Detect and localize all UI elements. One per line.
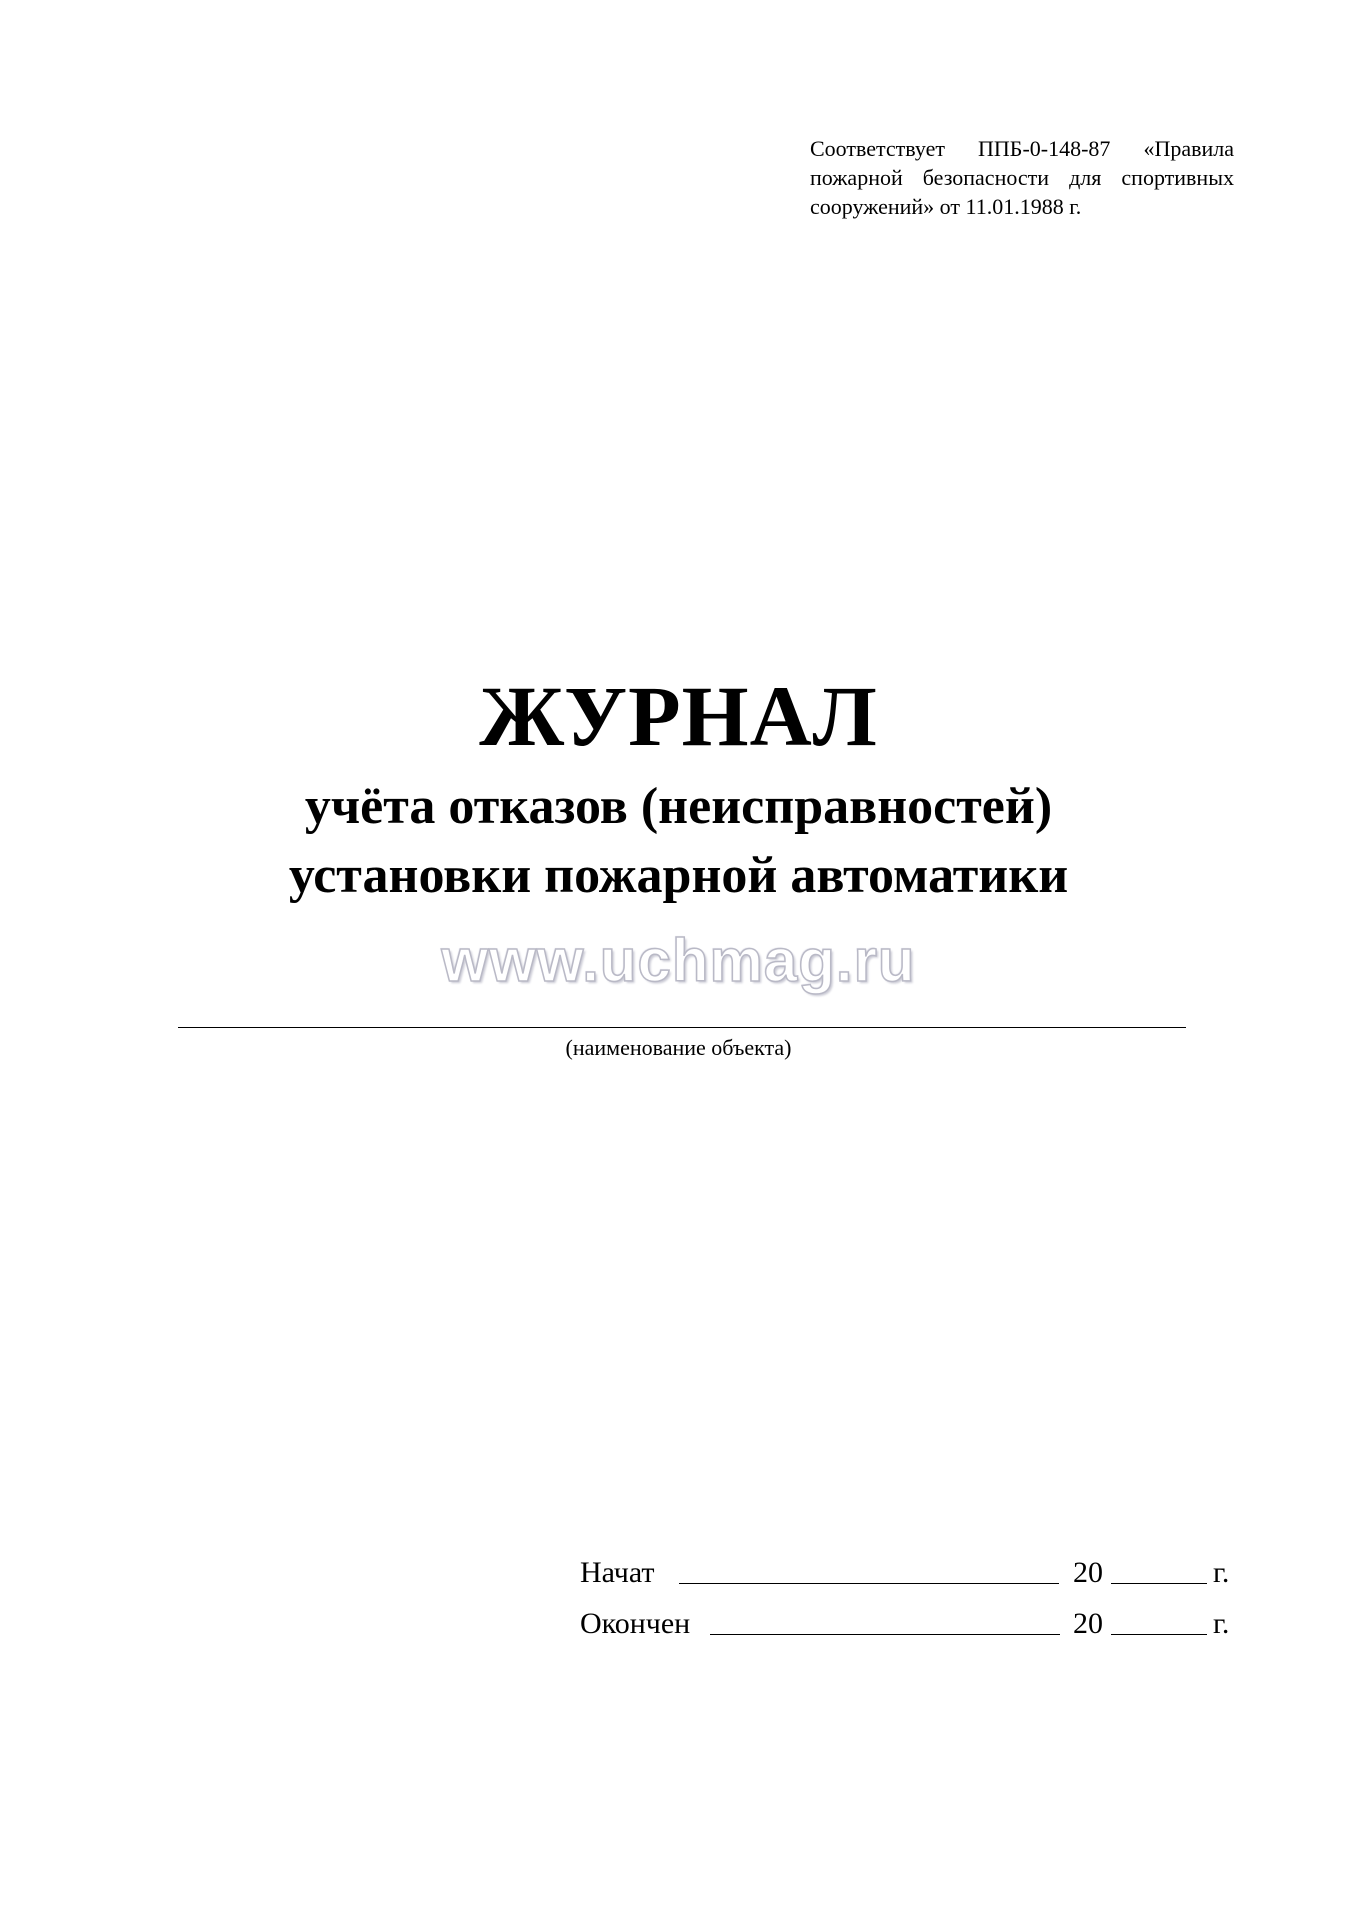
start-date-row bbox=[580, 1553, 1240, 1593]
journal-subtitle-line-2: установки пожарной автоматики bbox=[288, 847, 1069, 904]
finish-date-blank bbox=[710, 1604, 1060, 1635]
finish-year-century: 20 bbox=[1073, 1607, 1103, 1640]
start-year-suffix: г. bbox=[1213, 1556, 1230, 1589]
finish-date-row bbox=[580, 1604, 1240, 1644]
finish-date-label: Окончен bbox=[580, 1607, 691, 1640]
finish-year-blank bbox=[1111, 1604, 1207, 1635]
site-watermark: www.uchmag.ru bbox=[441, 927, 916, 994]
object-name-line bbox=[178, 1027, 1186, 1028]
compliance-note: Соответствует ППБ-0-148-87 «Правила пожарной безопасности для спортивных сооружений» от 11.01.1988 г. bbox=[810, 136, 1234, 219]
journal-subtitle-line-1: учёта отказов (неисправностей) bbox=[304, 778, 1053, 835]
object-name-caption: (наименование объекта) bbox=[565, 1035, 792, 1060]
start-date-blank bbox=[679, 1553, 1059, 1584]
finish-year-suffix: г. bbox=[1213, 1607, 1230, 1640]
journal-title: ЖУРНАЛ bbox=[479, 668, 878, 764]
start-year-blank bbox=[1111, 1553, 1207, 1584]
start-year-century: 20 bbox=[1073, 1556, 1103, 1589]
start-date-label: Начат bbox=[580, 1556, 655, 1589]
